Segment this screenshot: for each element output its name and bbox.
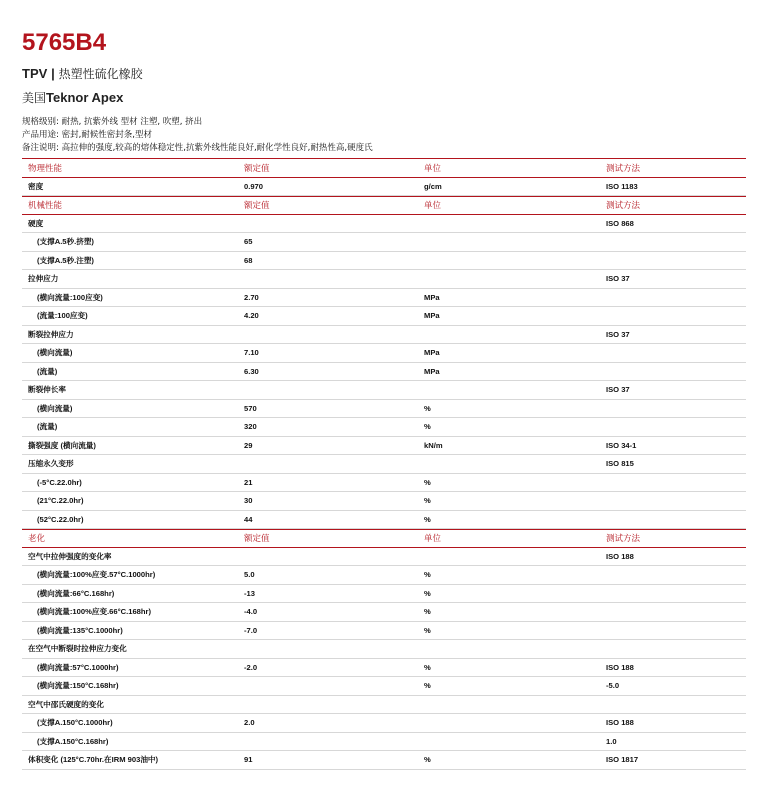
cell-property: (横向流量): [37, 348, 73, 358]
info-grade: 规格级别: 耐热, 抗紫外线 型材 注塑, 吹塑, 挤出: [22, 117, 203, 127]
product-info: [22, 116, 746, 155]
cell-method: -5.0: [606, 681, 620, 691]
header-unit: 单位: [424, 163, 442, 174]
cell-unit: MPa: [424, 292, 440, 302]
table-row: [22, 289, 746, 308]
cell-value: -13: [244, 588, 255, 598]
header-method: 测试方法: [606, 534, 641, 545]
table-row: [22, 437, 746, 456]
section-header: [22, 529, 746, 548]
header-value: 额定值: [244, 163, 270, 174]
cell-value: 6.30: [244, 366, 259, 376]
cell-value: 21: [244, 477, 253, 487]
cell-method: ISO 188: [606, 662, 634, 672]
cell-value: 44: [244, 514, 253, 524]
cell-method: 1.0: [606, 736, 617, 746]
cell-value: 65: [244, 237, 253, 247]
cell-value: 30: [244, 496, 253, 506]
cell-method: ISO 188: [606, 718, 634, 728]
datasheet: [22, 30, 746, 770]
table-row: [22, 696, 746, 715]
cell-property: (52°C.22.0hr): [37, 514, 84, 524]
cell-unit: %: [424, 477, 431, 487]
table-row: [22, 511, 746, 530]
cell-property: 空气中邵氏硬度的变化: [28, 699, 104, 709]
cell-method: ISO 1817: [606, 755, 639, 765]
manufacturer: [22, 90, 746, 106]
cell-property: (横向流量:66°C.168hr): [37, 588, 115, 598]
table-row: [22, 252, 746, 271]
cell-method: ISO 34-1: [606, 440, 637, 450]
cell-property: (横向流量): [37, 403, 73, 413]
header-value: 额定值: [244, 534, 270, 545]
header-method: 测试方法: [606, 201, 641, 212]
table-row: [22, 548, 746, 567]
table-row: [22, 585, 746, 604]
header-property: 物理性能: [28, 163, 63, 174]
cell-value: 5.0: [244, 570, 255, 580]
table-row: [22, 677, 746, 696]
properties-table: [22, 158, 746, 770]
cell-value: 68: [244, 255, 253, 265]
header-unit: 单位: [424, 201, 442, 212]
cell-unit: %: [424, 662, 431, 672]
table-row: [22, 326, 746, 345]
cell-method: ISO 37: [606, 274, 630, 284]
cell-value: -4.0: [244, 607, 258, 617]
cell-method: ISO 868: [606, 218, 634, 228]
cell-property: 断裂伸长率: [28, 385, 66, 395]
product-code: TPV: [22, 66, 48, 81]
manufacturer-country: 美国: [22, 91, 47, 105]
cell-value: 29: [244, 440, 253, 450]
product-title: 5765B4: [22, 29, 107, 56]
cell-unit: %: [424, 514, 431, 524]
cell-property: 压缩永久变形: [28, 459, 74, 469]
table-row: [22, 233, 746, 252]
subtitle-separator: |: [51, 66, 55, 81]
cell-property: (横向流量:57°C.1000hr): [37, 662, 119, 672]
cell-property: (支撑A.5秒.挤塑): [37, 237, 94, 247]
header-method: 测试方法: [606, 163, 641, 174]
section-header: [22, 196, 746, 215]
cell-method: ISO 188: [606, 551, 634, 561]
cell-method: ISO 37: [606, 329, 630, 339]
cell-unit: %: [424, 570, 431, 580]
table-row: [22, 733, 746, 752]
cell-property: 断裂拉伸应力: [28, 329, 74, 339]
cell-property: (-5°C.22.0hr): [37, 477, 82, 487]
table-row: [22, 215, 746, 234]
table-row: [22, 344, 746, 363]
cell-value: 7.10: [244, 348, 259, 358]
cell-property: (横向流量:100应变): [37, 292, 103, 302]
table-row: [22, 492, 746, 511]
table-row: [22, 474, 746, 493]
cell-unit: %: [424, 625, 431, 635]
cell-property: 撕裂强度 (横向流量): [28, 440, 96, 450]
cell-method: ISO 1183: [606, 181, 638, 191]
cell-property: 空气中拉伸强度的变化率: [28, 551, 112, 561]
cell-property: (横向流量:100%应变.57°C.1000hr): [37, 570, 156, 580]
cell-unit: MPa: [424, 366, 440, 376]
cell-unit: %: [424, 607, 431, 617]
info-use: 产品用途: 密封,耐候性密封条,型材: [22, 130, 152, 140]
table-row: [22, 640, 746, 659]
cell-property: (支撑A.150°C.1000hr): [37, 718, 113, 728]
cell-property: 拉伸应力: [28, 274, 59, 284]
table-row: [22, 400, 746, 419]
cell-property: (流量:100应变): [37, 311, 88, 321]
section-header: [22, 159, 746, 178]
cell-unit: MPa: [424, 348, 440, 358]
cell-value: 91: [244, 755, 253, 765]
cell-property: (流量): [37, 366, 58, 376]
cell-property: (支撑A.5秒.注塑): [37, 255, 94, 265]
table-row: [22, 659, 746, 678]
manufacturer-brand: Teknor Apex: [46, 90, 124, 105]
cell-property: 硬度: [28, 218, 44, 228]
cell-unit: %: [424, 403, 431, 413]
cell-property: (横向流量:100%应变.66°C.168hr): [37, 607, 152, 617]
table-row: [22, 418, 746, 437]
header-unit: 单位: [424, 534, 442, 545]
table-row: [22, 622, 746, 641]
cell-property: 在空气中断裂时拉伸应力变化: [28, 644, 127, 654]
cell-property: (横向流量:135°C.1000hr): [37, 625, 123, 635]
cell-property: 体积变化 (125°C.70hr.在IRM 903油中): [28, 755, 159, 765]
table-row: [22, 381, 746, 400]
cell-method: ISO 37: [606, 385, 630, 395]
cell-unit: MPa: [424, 311, 440, 321]
cell-unit: %: [424, 422, 431, 432]
cell-property: 密度: [28, 181, 44, 191]
table-row: [22, 178, 746, 197]
header-value: 额定值: [244, 201, 270, 212]
cell-value: 2.0: [244, 718, 255, 728]
cell-property: (21°C.22.0hr): [37, 496, 84, 506]
cell-method: ISO 815: [606, 459, 634, 469]
header-property: 机械性能: [28, 201, 63, 212]
cell-value: -7.0: [244, 625, 258, 635]
cell-unit: kN/m: [424, 440, 443, 450]
cell-value: 320: [244, 422, 257, 432]
cell-property: (流量): [37, 422, 58, 432]
cell-unit: g/cm: [424, 181, 442, 191]
cell-value: 2.70: [244, 292, 259, 302]
header-property: 老化: [28, 534, 46, 545]
cell-value: -2.0: [244, 662, 258, 672]
cell-value: 0.970: [244, 181, 264, 191]
cell-value: 4.20: [244, 311, 259, 321]
cell-property: (横向流量:150°C.168hr): [37, 681, 119, 691]
table-row: [22, 751, 746, 770]
cell-unit: %: [424, 681, 431, 691]
table-row: [22, 566, 746, 585]
table-row: [22, 714, 746, 733]
cell-unit: %: [424, 588, 431, 598]
product-description: 热塑性硫化橡胶: [58, 67, 143, 81]
cell-value: 570: [244, 403, 257, 413]
info-note: 备注说明: 高拉伸的强度,较高的熔体稳定性,抗紫外线性能良好,耐化学性良好,耐热性高,硬度氏: [22, 143, 373, 153]
product-subtitle: [22, 66, 746, 82]
table-row: [22, 307, 746, 326]
table-row: [22, 603, 746, 622]
cell-unit: %: [424, 755, 431, 765]
table-row: [22, 363, 746, 382]
table-row: [22, 270, 746, 289]
table-row: [22, 455, 746, 474]
cell-property: (支撑A.150°C.168hr): [37, 736, 109, 746]
cell-unit: %: [424, 496, 431, 506]
